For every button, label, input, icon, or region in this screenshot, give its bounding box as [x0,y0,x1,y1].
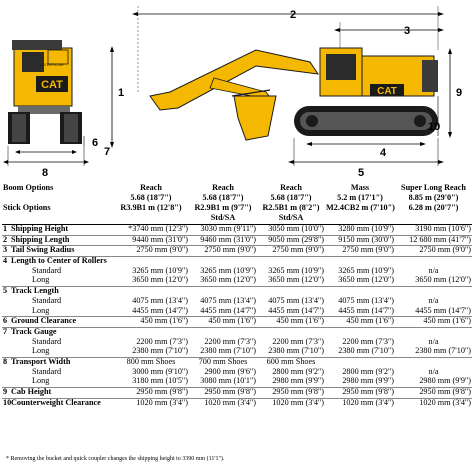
front-roof [12,40,62,50]
stick-option-3: R2.5B1 m (8'2") [262,203,320,212]
row-label: Counterweight Clearance [10,398,113,408]
cell-value: 9050 mm (29'8") [257,235,325,246]
cell-value: 1020 mm (3'4") [189,398,257,408]
row-number: 3 [2,246,10,257]
boom [150,50,318,110]
row-number [2,368,10,378]
front-model-text: CATERPILLAR [40,63,64,67]
cell-value: 2200 mm (7'3") [342,336,394,346]
row-number [2,347,10,357]
cell-value: 3650 mm (12'0") [268,275,324,285]
stick-option-2: R2.9B1 m (9'7") [194,203,252,212]
side-window [326,54,356,80]
row-number: 7 [2,327,10,337]
cell-value: 2200 mm (7'3") [272,336,324,346]
table-subrow [2,377,472,387]
cell-value: 2900 mm (9'6") [204,366,256,376]
stick-option-1: R3.9B1 m (12'8") [120,203,182,212]
cell-value: 2380 mm (7'10") [338,346,394,356]
cell-value: 3050 mm (10'0") [268,224,324,233]
cell-value: 700 mm Shoes [189,357,257,367]
row-number: 9 [2,388,10,399]
dim-label-5: 5 [358,167,365,179]
cell-value: 450 mm (1'6") [189,317,257,328]
header-reach-2-size: 5.68 (18'7") [202,193,244,202]
cell-value: 3190 mm (10'6") [415,224,471,233]
table-row [2,235,472,246]
boom-options-label: Boom Options [3,183,54,192]
dim-label-8: 8 [42,167,49,179]
cell-value: 9150 mm (30'0") [325,235,395,246]
row-label: Standard [32,366,62,376]
cell-value: 4455 mm (14'7") [338,305,394,315]
table-subrow [2,276,472,286]
stick-option-3-std: Std/SA [257,214,325,225]
bucket [234,96,276,140]
cell-value: 2380 mm (7'10") [132,346,188,356]
counterweight [422,60,438,92]
dim-label-3: 3 [404,25,411,37]
dim-label-7: 7 [104,146,111,158]
dim-label-4: 4 [380,147,387,159]
side-cat-logo: CAT [377,86,397,97]
footnote: * Removing the bucket and quick coupler changes the shipping height to 3390 mm (11'1"). [6,456,225,462]
front-boom [48,50,68,64]
cell-value: 9440 mm (31'0") [113,235,189,246]
cell-value: n/a [428,336,439,346]
stick-options-row [2,204,472,214]
row-number [2,307,10,317]
cell-value: n/a [428,295,439,305]
row-number: 1 [3,224,8,233]
cell-value: 4075 mm (13'4") [268,295,324,305]
cell-value: 2980 mm (9'9") [419,376,471,386]
row-number: 2 [2,235,10,246]
cell-value: 4455 mm (14'7") [200,305,256,315]
cell-value: 3650 mm (12'0") [200,275,256,285]
header-mass: Mass [350,183,370,192]
row-label: Standard [32,265,62,275]
stick-option-2-std: Std/SA [189,214,257,225]
cell-value: 2380 mm (7'10") [268,346,324,356]
row-number: 10 [3,397,12,407]
row-label: Shipping Height [11,224,69,233]
cell-value: 800 mm Shoes [113,357,189,367]
cell-value: 2950 mm (9'8") [189,388,257,399]
row-label: Track Gauge [10,327,113,337]
header-mass-size: 5.2 m (17'1") [337,193,383,202]
cell-value: 3265 mm (10'9") [338,265,394,275]
cell-value: 2200 mm (7'3") [204,336,256,346]
dim-label-1: 1 [118,87,125,99]
cell-value: 2800 mm (9'2") [342,366,394,376]
row-number [2,377,10,387]
cell-value: 9460 mm (31'0") [189,235,257,246]
cell-value: 4455 mm (14'7") [415,305,471,315]
cell-value: 2750 mm (9'0") [325,246,395,257]
cell-value: *3740 mm (12'3") [128,224,188,233]
cell-value: 450 mm (1'6") [113,317,189,328]
header-slr-size: 8.85 m (29'0") [408,193,459,202]
row-label: Long [32,376,50,386]
cell-value: 2380 mm (7'10") [200,346,256,356]
specs-table [2,184,472,408]
dim-label-2: 2 [290,9,297,21]
front-left-track-inner [12,114,26,142]
cell-value: 2950 mm (9'8") [325,388,395,399]
row-label: Long [32,275,50,285]
table-row [2,388,472,399]
header-reach-3-size: 5.68 (18'7") [270,193,312,202]
table-row [2,246,472,257]
cell-value: 3030 mm (9'11") [200,224,256,233]
cell-value: 4455 mm (14'7") [268,305,324,315]
row-number: 4 [2,257,10,267]
front-cat-logo: CAT [41,79,63,91]
cell-value: 450 mm (1'6") [325,317,395,328]
dim-label-10: 10 [428,121,441,133]
front-window [22,52,44,72]
cell-value: 2200 mm (7'3") [136,336,188,346]
front-right-track-inner [64,114,78,142]
header-reach-1-size: 5.68 (18'7") [130,193,172,202]
cell-value: 600 mm Shoes [257,357,325,367]
table-row [2,317,472,328]
cell-value: 4455 mm (14'7") [132,305,188,315]
cell-value: 2980 mm (9'9") [342,376,394,386]
row-number: 6 [2,317,10,328]
cell-value: 3080 mm (10'1") [200,376,256,386]
stick-option-5: 6.28 m (20'7") [408,203,459,212]
row-label: Ground Clearance [10,317,113,328]
cell-value: 3265 mm (10'9") [200,265,256,275]
row-label: Track Length [10,287,113,297]
row-label: Long [32,305,50,315]
cell-value: 2380 mm (7'10") [415,346,471,356]
cell-value: 4075 mm (13'4") [200,295,256,305]
cell-value: 1020 mm (3'4") [395,398,472,408]
cell-value: n/a [428,366,439,376]
cell-value: 1020 mm (3'4") [257,398,325,408]
row-label: Cab Height [10,388,113,399]
header-reach-2: Reach [212,183,234,192]
table-row [2,225,472,236]
header-reach-1: Reach [140,183,162,192]
row-label: Long [32,346,50,356]
row-number [2,267,10,277]
side-view [132,6,462,179]
cell-value: 3650 mm (12'0") [415,275,471,285]
cell-value: 1020 mm (3'4") [325,398,395,408]
cell-value: 3650 mm (12'0") [132,275,188,285]
cell-value: 1020 mm (3'4") [113,398,189,408]
cell-value: 3180 mm (10'5") [132,376,188,386]
cell-value: 2750 mm (9'0") [395,246,472,257]
cell-value: 2750 mm (9'0") [257,246,325,257]
dim-label-6: 6 [92,137,99,149]
row-label: Tail Swing Radius [10,246,113,257]
cell-value: 2980 mm (9'9") [272,376,324,386]
front-view [3,40,124,179]
row-label: Transport Width [10,357,113,367]
diagram-svg [0,0,474,183]
stick-options-label: Stick Options [3,203,51,212]
cell-value: 2950 mm (9'8") [257,388,325,399]
row-label: Standard [32,336,62,346]
cell-value: 12 680 mm (41'7") [395,235,472,246]
row-number: 5 [2,287,10,297]
dim-label-9: 9 [456,87,463,99]
excavator-dimension-diagram [0,0,474,183]
cell-value: 3280 mm (10'9") [338,224,394,233]
header-super-long-reach: Super Long Reach [401,183,466,192]
spec-rows [2,225,472,409]
cell-value: 3265 mm (10'9") [132,265,188,275]
stick-options-subrow [2,214,472,225]
cell-value: 3265 mm (10'9") [268,265,324,275]
table-row [2,398,472,408]
cell-value: 2950 mm (9'8") [113,388,189,399]
header-reach-3: Reach [280,183,302,192]
cell-value: 3650 mm (12'0") [338,275,394,285]
table-subrow [2,307,472,317]
stick-option-4: M2.4CB2 m (7'10") [326,203,395,212]
table-subrow [2,347,472,357]
cell-value: 450 mm (1'6") [395,317,472,328]
row-number [2,276,10,286]
cell-value: n/a [428,265,439,275]
cell-value: 4075 mm (13'4") [338,295,394,305]
cell-value: 4075 mm (13'4") [132,295,188,305]
cell-value: 2750 mm (9'0") [113,246,189,257]
cell-value: 450 mm (1'6") [257,317,325,328]
row-label: Length to Center of Rollers [10,257,113,267]
cell-value: 3000 mm (9'10") [132,366,188,376]
cell-value: 2950 mm (9'8") [395,388,472,399]
cell-value: 2750 mm (9'0") [189,246,257,257]
row-number: 8 [2,357,10,367]
side-track-inner [300,112,432,130]
row-label: Shipping Length [10,235,113,246]
row-number [2,338,10,348]
row-label: Standard [32,295,62,305]
row-number [2,297,10,307]
cell-value: 2800 mm (9'2") [272,366,324,376]
